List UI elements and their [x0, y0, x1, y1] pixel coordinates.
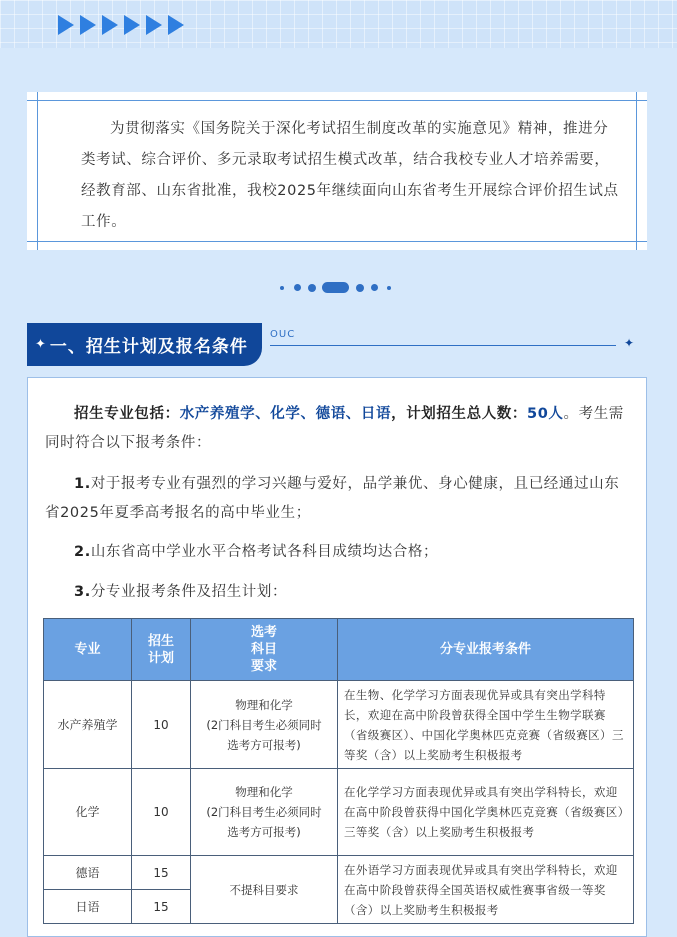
dots-divider [280, 282, 400, 294]
header-subject [191, 619, 338, 681]
arrow-icon [146, 15, 162, 35]
section-rule [270, 345, 616, 346]
section-title-text: 一、招生计划及报名条件 [49, 337, 248, 357]
majors-tail: 。考生需同时符合以下报考条件： [45, 406, 624, 451]
condition-2 [45, 538, 633, 567]
dot-pill [322, 282, 349, 293]
arrow-icon [102, 15, 118, 35]
subject-line: 物理和化学 [235, 697, 293, 712]
cell-plan: 15 [132, 856, 191, 890]
header-subject-line: 选考 [250, 625, 277, 640]
cell-plan: 10 [132, 681, 191, 769]
cell-requirement: 在化学学习方面表现优异或具有突出学科特长，欢迎在高中阶段曾获得中国化学奥林匹克竞赛（省级赛区）三等奖（含）以上奖励考生积极报考 [338, 769, 634, 856]
arrow-icon [58, 15, 74, 35]
subject-line: (2门科目考生必须同时 [206, 805, 322, 819]
majors-lead: 招生专业包括： [74, 406, 180, 422]
dot [280, 286, 284, 290]
dot [294, 284, 301, 291]
cell-major: 水产养殖学 [44, 681, 132, 769]
header-subject-line: 要求 [250, 659, 277, 674]
header-plan [132, 619, 191, 681]
subject-line: 选考方可报考) [227, 825, 301, 839]
header-subject-line: 科目 [250, 642, 277, 657]
header-plan-line: 招生 [147, 633, 174, 649]
subject-line: (2门科目考生必须同时 [206, 717, 322, 732]
cell-subject: 不提科目要求 [191, 856, 338, 924]
arrow-icon [168, 15, 184, 35]
cell-requirement: 在生物、化学学习方面表现优异或具有突出学科特长，欢迎在高中阶段曾获得全国中学生生物学联赛（省级赛区）、中国化学奥林匹克竞赛（省级赛区）三等奖（含）以上奖励考生积极报考 [338, 681, 634, 769]
dot [371, 284, 378, 291]
content-box [27, 377, 647, 937]
plan-table [43, 618, 634, 924]
total-count: 50人 [527, 406, 564, 422]
table-row [44, 681, 634, 769]
condition-number: 2. [74, 544, 91, 560]
condition-1 [45, 470, 633, 528]
condition-text: 分专业报考条件及招生计划： [90, 584, 288, 600]
intro-box [27, 92, 647, 250]
arrow-decoration [58, 15, 184, 37]
frame-line [27, 100, 647, 101]
majors-paragraph [45, 400, 633, 458]
header-requirement: 分专业报考条件 [338, 619, 634, 681]
condition-number: 3. [74, 584, 91, 600]
table-header-row [44, 619, 634, 681]
total-lead: ，计划招生总人数： [391, 406, 528, 422]
section-title [27, 323, 262, 366]
cell-plan: 10 [132, 769, 191, 856]
condition-number: 1. [74, 476, 91, 492]
cell-major: 德语 [44, 856, 132, 890]
condition-text: 山东省高中学业水平合格考试各科目成绩均达合格； [90, 544, 439, 560]
arrow-icon [124, 15, 140, 35]
table-row [44, 856, 634, 890]
cell-major: 日语 [44, 890, 132, 924]
subject-line: 选考方可报考) [227, 737, 301, 752]
arrow-icon [80, 15, 96, 35]
top-banner [0, 0, 677, 48]
dot [308, 284, 316, 292]
header-major: 专业 [44, 619, 132, 681]
dot [387, 286, 391, 290]
section-tag: OUC [270, 329, 296, 340]
cell-requirement: 在外语学习方面表现优异或具有突出学科特长，欢迎在高中阶段曾获得全国英语权威性赛事省级一等奖（含）以上奖励考生积极报考 [338, 856, 634, 924]
cell-plan: 15 [132, 890, 191, 924]
subject-line: 物理和化学 [235, 785, 293, 799]
cell-subject [191, 681, 338, 769]
star-icon: ✦ [35, 337, 46, 352]
majors-list: 水产养殖学、化学、德语、日语 [179, 406, 392, 422]
star-icon: ✦ [624, 336, 635, 350]
frame-line [37, 92, 38, 250]
header-plan-line: 计划 [147, 650, 174, 666]
condition-3 [45, 578, 633, 607]
frame-line [27, 241, 647, 242]
dot [356, 284, 364, 292]
table-row [44, 769, 634, 856]
cell-subject [191, 769, 338, 856]
cell-major: 化学 [44, 769, 132, 856]
condition-text: 对于报考专业有强烈的学习兴趣与爱好，品学兼优、身心健康，且已经通过山东省2025年夏季高考报名的高中毕业生； [45, 476, 620, 521]
intro-paragraph: 为贯彻落实《国务院关于深化考试招生制度改革的实施意见》精神，推进分类考试、综合评价、多元录取考试招生模式改革，结合我校专业人才培养需要，经教育部、山东省批准，我校2025年继续面向山东省考生开展综合评价招生试点工作。 [81, 121, 619, 230]
frame-line [636, 92, 637, 250]
